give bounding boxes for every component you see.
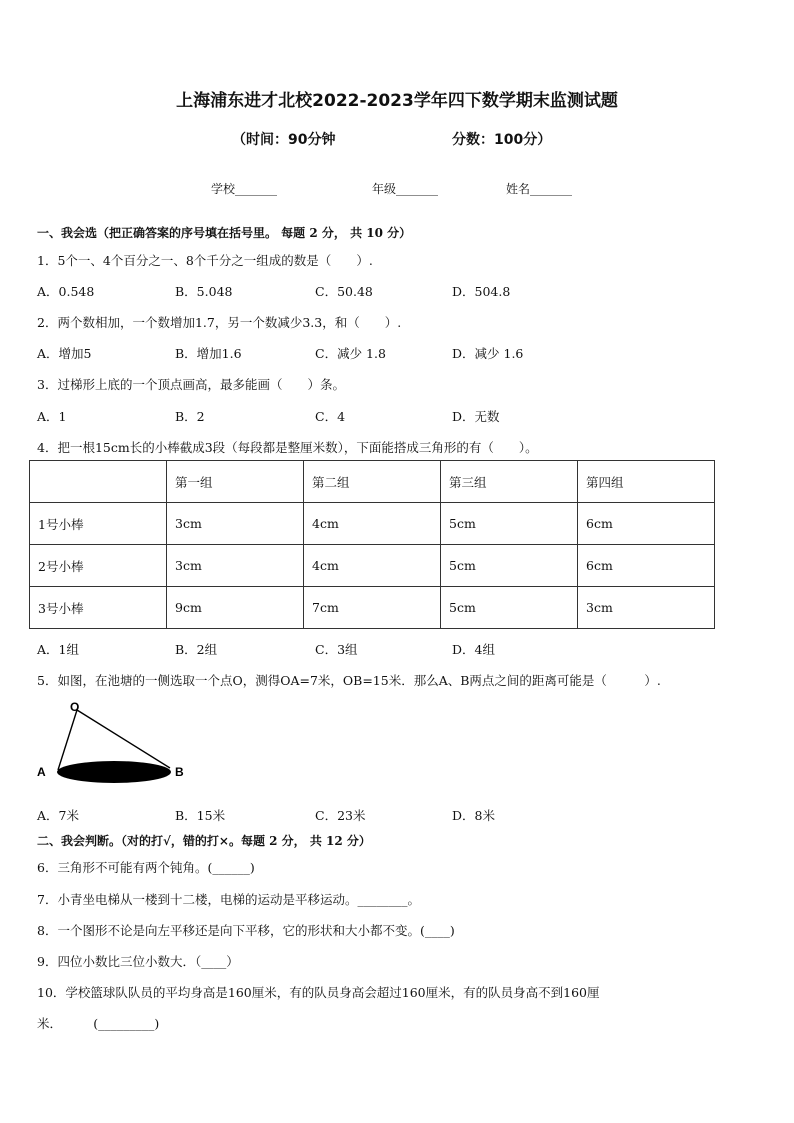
q4-option-d[interactable]: D．4组: [452, 642, 495, 657]
table-cell: 5cm: [441, 545, 578, 587]
q2-option-a[interactable]: A．增加5: [37, 346, 92, 361]
table-cell: 3cm: [167, 503, 304, 545]
label-o: O: [70, 700, 80, 714]
q2-option-c[interactable]: C．减少 1.8: [315, 346, 386, 361]
table-cell: 6cm: [578, 503, 715, 545]
q1-option-b[interactable]: B．5.048: [175, 284, 233, 299]
q4-option-c[interactable]: C．3组: [315, 642, 358, 657]
table-row: [30, 587, 715, 629]
table-cell: 3号小棒: [30, 587, 167, 629]
table-header-cell: 第一组: [167, 461, 304, 503]
question-2: 2．两个数相加，一个数增加1.7，另一个数减少3.3，和（ ）.: [37, 315, 402, 330]
table-cell: 5cm: [441, 587, 578, 629]
q4-option-a[interactable]: A．1组: [37, 642, 79, 657]
table-cell: 3cm: [578, 587, 715, 629]
question-4: 4．把一根15cm长的小棒截成3段（每段都是整厘米数），下面能搭成三角形的有（ ）。: [37, 440, 538, 455]
table-cell: 9cm: [167, 587, 304, 629]
q5-option-b[interactable]: B．15米: [175, 808, 226, 823]
table-cell: 1号小棒: [30, 503, 167, 545]
q1-option-a[interactable]: A．0.548: [37, 284, 95, 299]
question-3: 3．过梯形上底的一个顶点画高，最多能画（ ）条。: [37, 377, 345, 392]
question-9: 9．四位小数比三位小数大．（____）: [37, 954, 239, 969]
stick-length-table: [29, 460, 715, 629]
exam-time: （时间：90分钟: [232, 132, 336, 148]
pond-triangle-figure: [30, 698, 200, 788]
label-a: A: [37, 765, 46, 779]
table-header-row: [30, 461, 715, 503]
q2-option-d[interactable]: D．减少 1.6: [452, 346, 524, 361]
name-field[interactable]: 姓名_______: [506, 182, 573, 196]
page-title: 上海浦东进才北校2022-2023学年四下数学期末监测试题: [176, 91, 618, 111]
q3-option-d[interactable]: D．无数: [452, 409, 500, 424]
table-header-cell: 第三组: [441, 461, 578, 503]
q5-option-c[interactable]: C．23米: [315, 808, 366, 823]
table-cell: 4cm: [304, 503, 441, 545]
question-6: 6．三角形不可能有两个钝角。(______): [37, 860, 255, 875]
table-header-cell: [30, 461, 167, 503]
table-cell: 6cm: [578, 545, 715, 587]
q1-option-c[interactable]: C．50.48: [315, 284, 373, 299]
section2-heading: 二、我会判断。（对的打√，错的打×。每题 2 分， 共 12 分）: [37, 834, 371, 848]
label-b: B: [175, 765, 184, 779]
school-field[interactable]: 学校_______: [211, 182, 278, 196]
section1-heading: 一、我会选（把正确答案的序号填在括号里。 每题 2 分， 共 10 分）: [37, 226, 412, 240]
q2-option-b[interactable]: B．增加1.6: [175, 346, 242, 361]
q4-option-b[interactable]: B．2组: [175, 642, 218, 657]
table-cell: 3cm: [167, 545, 304, 587]
question-10-continued: 米． (_________): [37, 1016, 160, 1031]
segment-oa: [58, 710, 77, 770]
question-8: 8．一个图形不论是向左平移还是向下平移，它的形状和大小都不变。(____): [37, 923, 455, 938]
q3-option-a[interactable]: A．1: [37, 409, 67, 424]
q5-option-d[interactable]: D．8米: [452, 808, 495, 823]
question-7: 7．小青坐电梯从一楼到十二楼，电梯的运动是平移运动。________。: [37, 892, 420, 907]
question-5: 5．如图，在池塘的一侧选取一个点O，测得OA=7米，OB=15米．那么A、B两点之间的距离可能是（ ）.: [37, 673, 661, 688]
table-cell: 2号小棒: [30, 545, 167, 587]
table-header-cell: 第四组: [578, 461, 715, 503]
grade-field[interactable]: 年级_______: [372, 182, 439, 196]
question-1: 1．5个一、4个百分之一、8个千分之一组成的数是（ ）.: [37, 253, 373, 268]
exam-score: 分数：100分）: [452, 132, 552, 148]
table-cell: 4cm: [304, 545, 441, 587]
table-cell: 5cm: [441, 503, 578, 545]
q5-option-a[interactable]: A．7米: [37, 808, 79, 823]
q1-option-d[interactable]: D．504.8: [452, 284, 511, 299]
pond-shape: [57, 761, 171, 783]
table-header-cell: 第二组: [304, 461, 441, 503]
table-row: [30, 503, 715, 545]
table-cell: 7cm: [304, 587, 441, 629]
q3-option-c[interactable]: C．4: [315, 409, 346, 424]
q3-option-b[interactable]: B．2: [175, 409, 205, 424]
question-10: 10．学校篮球队队员的平均身高是160厘米，有的队员身高会超过160厘米，有的队员身高不到160厘: [37, 985, 600, 1000]
table-row: [30, 545, 715, 587]
segment-ob: [77, 710, 170, 768]
